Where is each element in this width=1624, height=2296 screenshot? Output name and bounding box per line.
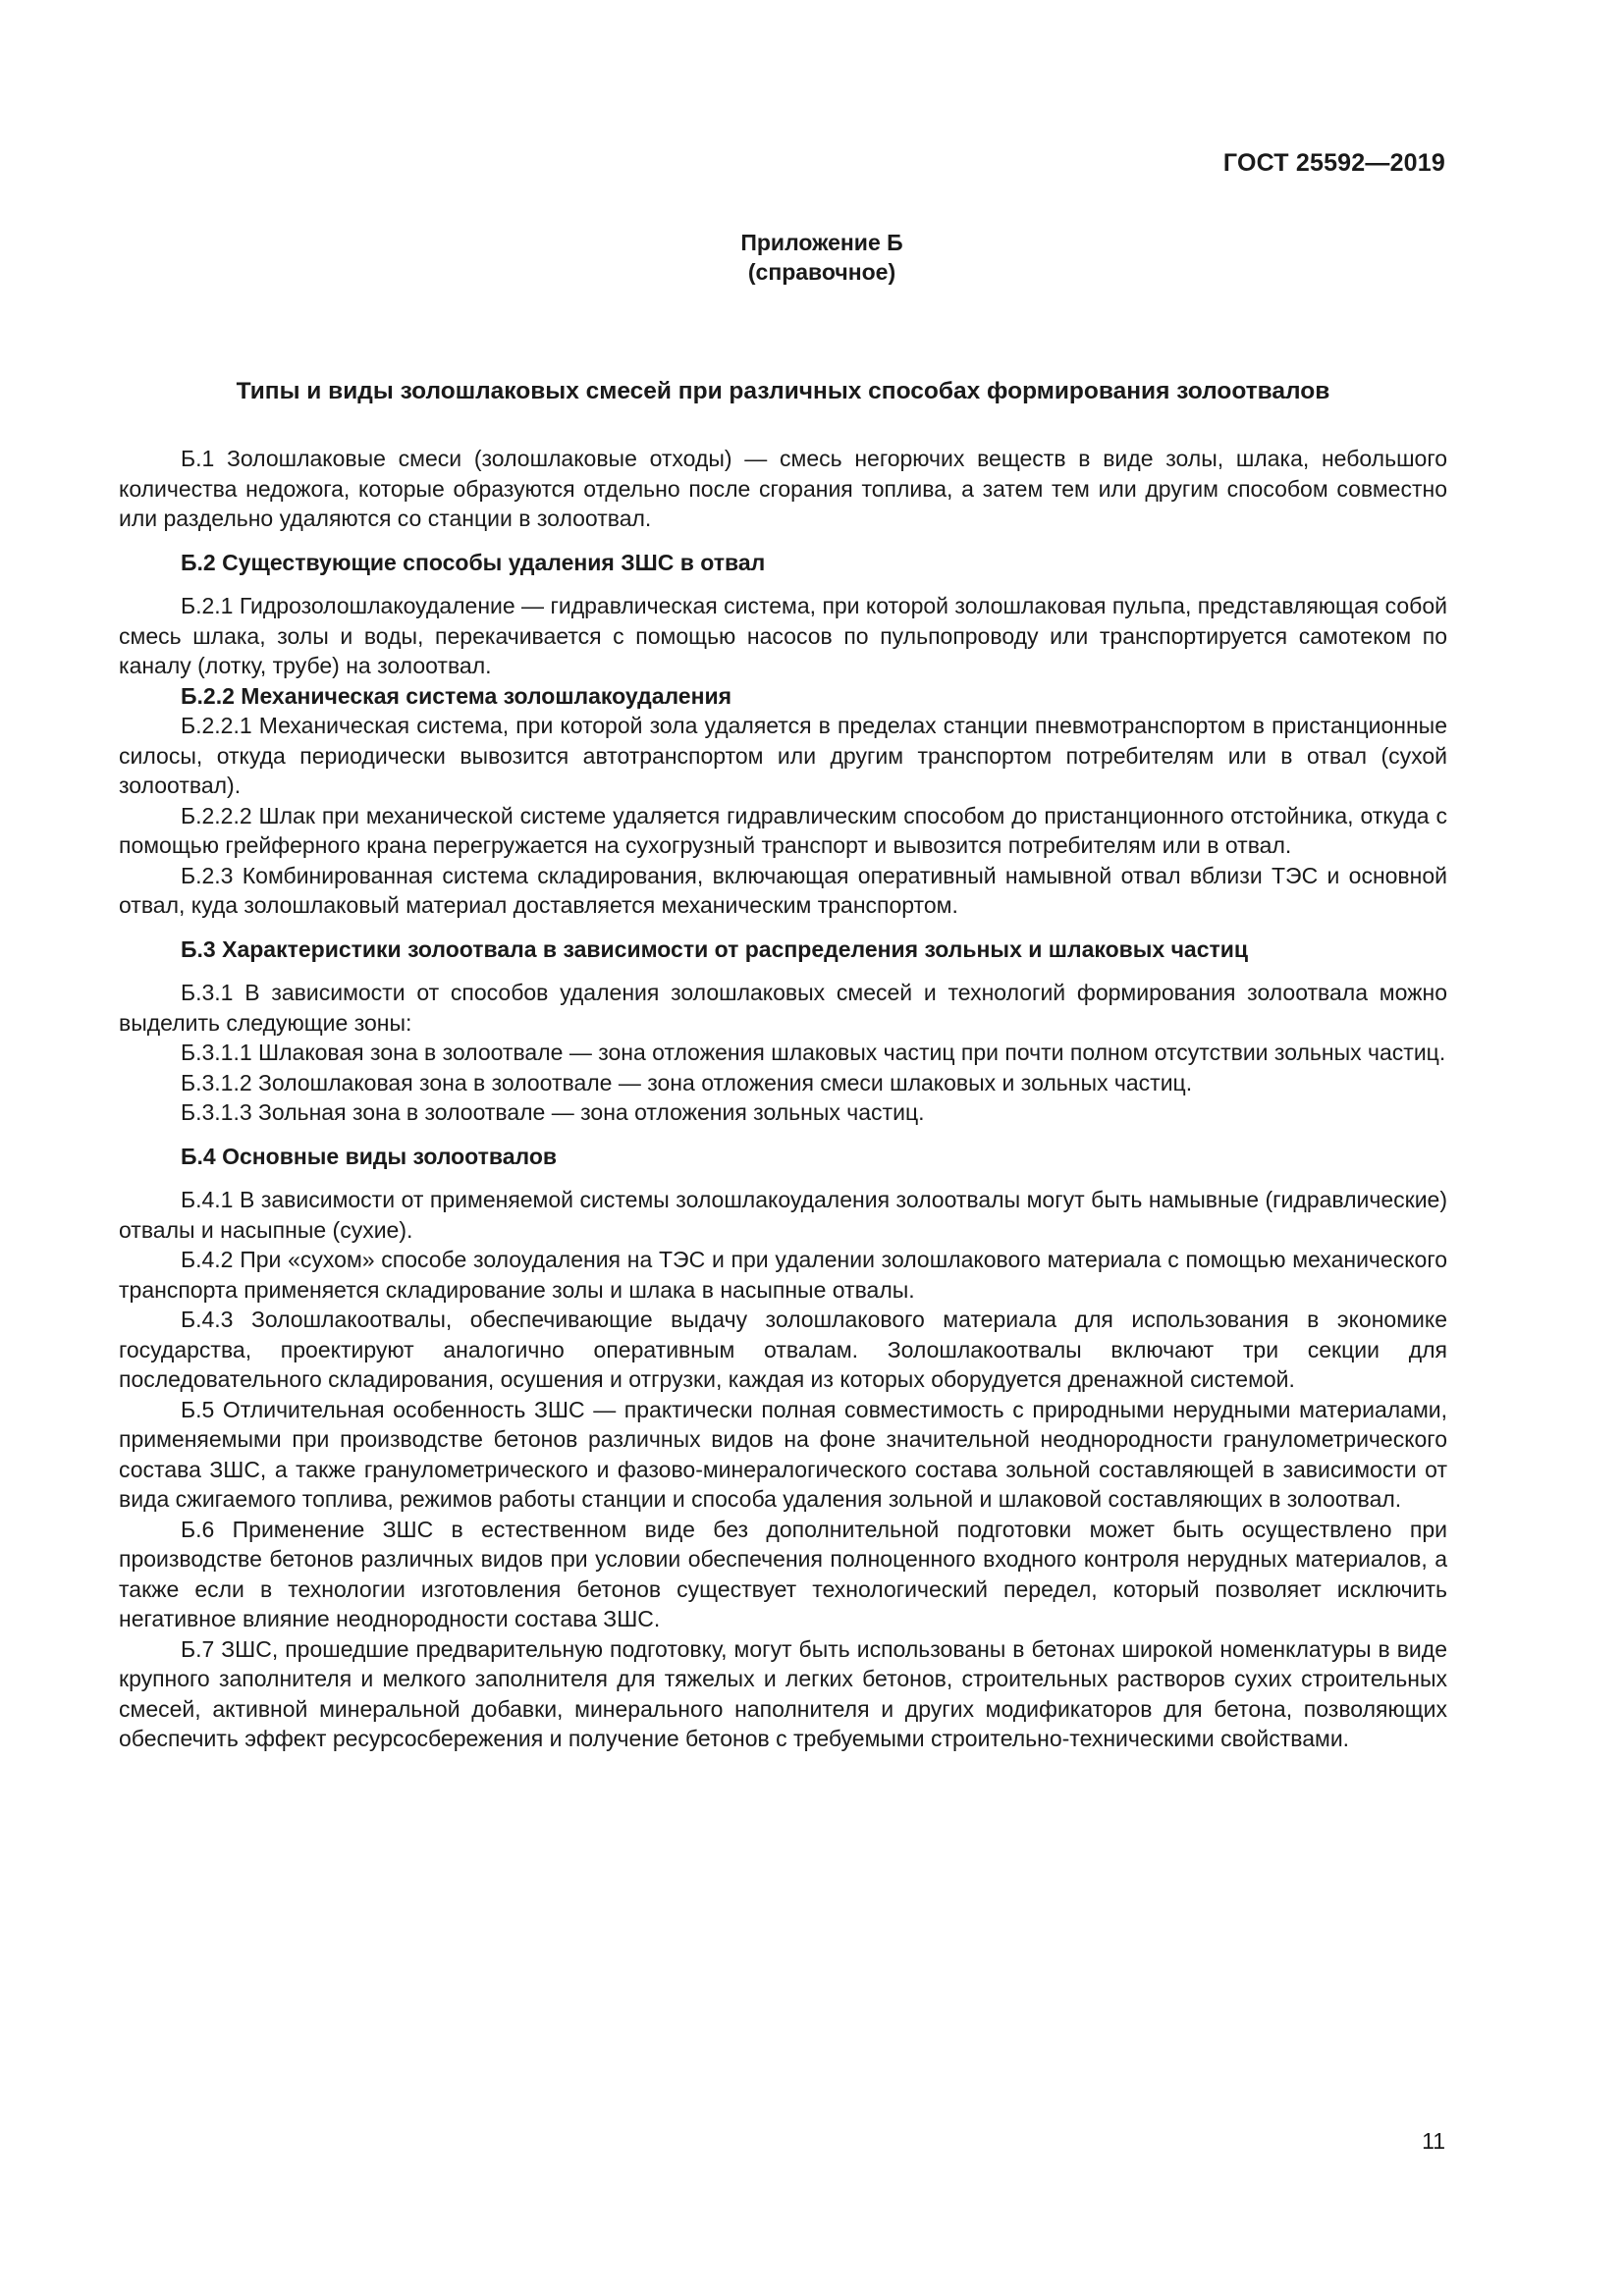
paragraph-b2-2-1: Б.2.2.1 Механическая система, при которой зола удаляется в пределах станции пневмотранспортом в пристанционные силосы, откуда периодически вывозится автотранспортом или другим транспортом потребителям или в отвал (сухой золоотвал). (119, 713, 1447, 798)
section-heading-b2: Б.2 Существующие способы удаления ЗШС в отвал (181, 549, 766, 575)
paragraph-b4-3: Б.4.3 Золошлакоотвалы, обеспечивающие выдачу золошлакового материала для использования в экономике государства, проектируют аналогично оперативным отвалам. Золошлакоотвалы включают три секции для последовательного складирования, осушения и отгрузки, каждая из которых оборудуется дренажной системой. (119, 1307, 1447, 1392)
section-heading-b3: Б.3 Характеристики золоотвала в зависимости от распределения зольных и шлаковых частиц (181, 935, 1249, 962)
paragraph-b3-1-1: Б.3.1.1 Шлаковая зона в золоотвале — зона отложения шлаковых частиц при почти полном отсутствии зольных частиц. (181, 1040, 1446, 1065)
appendix-type: (справочное) (747, 259, 896, 285)
page-title: Типы и виды золошлаковых смесей при различных способах формирования золоотвалов (236, 378, 1330, 404)
paragraph-b7: Б.7 ЗШС, прошедшие предварительную подготовку, могут быть использованы в бетонах широкой номенклатуры в виде крупного заполнителя и мелкого заполнителя для тяжелых и легких бетонов, строительных растворов сухих строительных смесей, активной минеральной добавки, минерального наполнителя и других модификаторов для бетона, позволяющих обеспечить эффект ресурсосбережения и получение бетонов с требуемыми строительно-техническими свойствами. (119, 1635, 1447, 1751)
paragraph-b3-1-2: Б.3.1.2 Золошлаковая зона в золоотвале — зона отложения смеси шлаковых и зольных частиц. (181, 1069, 1193, 1095)
paragraph-b2-3: Б.2.3 Комбинированная система складирования, включающая оперативный намывной отвал вблизи ТЭС и основной отвал, куда золошлаковый материал доставляется механическим транспортом. (119, 862, 1447, 918)
paragraph-b3-1-3: Б.3.1.3 Зольная зона в золоотвале — зона отложения зольных частиц. (181, 1099, 925, 1125)
page-number: 11 (1422, 2128, 1445, 2154)
appendix-label: Приложение Б (740, 230, 903, 255)
paragraph-b2-2-2: Б.2.2.2 Шлак при механической системе удаляется гидравлическим способом до пристанционного отстойника, откуда с помощью грейферного крана перегружается на сухогрузный транспорт и вывозится потребителям или в отвал. (119, 802, 1447, 858)
paragraph-b1: Б.1 Золошлаковые смеси (золошлаковые отходы) — смесь негорючих веществ в виде золы, шлака, небольшого количества недожога, которые образуются отдельно после сгорания топлива, а затем тем или другим способом совместно или раздельно удаляются со станции в золоотвал. (119, 446, 1447, 531)
paragraph-b4-1: Б.4.1 В зависимости от применяемой системы золошлакоудаления золоотвалы могут быть намывные (гидравлические) отвалы и насыпные (сухие). (119, 1187, 1447, 1243)
document-body (119, 444, 1447, 1754)
paragraph-b4-2: Б.4.2 При «сухом» способе золоудаления на ТЭС и при удалении золошлакового материала с помощью механического транспорта применяется складирование золы и шлака в насыпные отвалы. (119, 1247, 1447, 1303)
section-heading-b2-2: Б.2.2 Механическая система золошлакоудаления (181, 682, 732, 709)
paragraph-b6: Б.6 Применение ЗШС в естественном виде без дополнительной подготовки может быть осуществлено при производстве бетонов различных видов при условии обеспечения полноценного входного контроля нерудных материалов, а также если в технологии изготовления бетонов существует технологический передел, который позволяет исключить негативное влияние неоднородности состава ЗШС. (119, 1516, 1447, 1631)
appendix-heading (0, 228, 1624, 287)
document-code: ГОСТ 25592—2019 (1222, 149, 1445, 177)
paragraph-b3-1: Б.3.1 В зависимости от способов удаления золошлаковых смесей и технологий формирования золоотвала можно выделить следующие зоны: (119, 980, 1447, 1036)
section-heading-b4: Б.4 Основные виды золоотвалов (181, 1143, 558, 1169)
paragraph-b2-1: Б.2.1 Гидрозолошлакоудаление — гидравлическая система, при которой золошлаковая пульпа, представляющая собой смесь шлака, золы и воды, перекачивается с помощью насосов по пульпопроводу или транспортируется самотеком по каналу (лотку, трубе) на золоотвал. (119, 593, 1447, 678)
paragraph-b5: Б.5 Отличительная особенность ЗШС — практически полная совместимость с природными нерудными материалами, применяемыми при производстве бетонов различных видов на фоне значительной неоднородности гранулометрического состава ЗШС, а также гранулометрического и фазово-минералогического состава зольной составляющей в зависимости от вида сжигаемого топлива, режимов работы станции и способа удаления зольной и шлаковой составляющих в золоотвал. (119, 1396, 1447, 1512)
